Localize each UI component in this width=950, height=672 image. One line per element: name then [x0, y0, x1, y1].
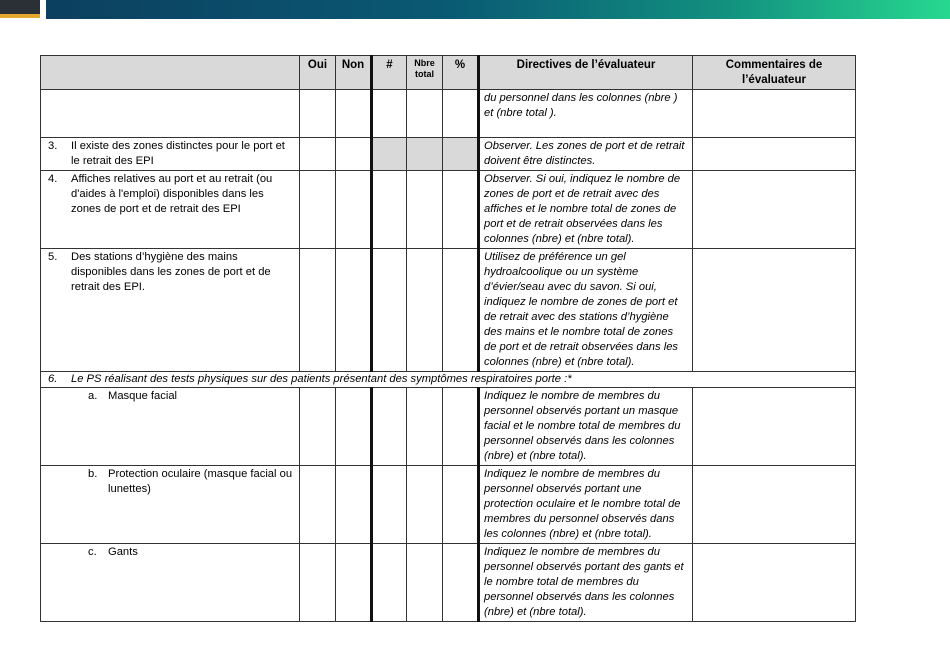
item-number: 3. — [48, 140, 58, 152]
directive-cell: du personnel dans les colonnes (nbre ) et (nbre total ). — [479, 90, 693, 138]
table-row — [41, 249, 856, 372]
percent-cell[interactable] — [443, 90, 479, 138]
directive-cell: Indiquez le nombre de membres du personnel observés portant un masque facial et le nombre total de membres du personnel observés dans les colonnes (nbre) et (nbre total). — [479, 388, 693, 466]
item-cell — [41, 171, 300, 249]
comment-cell[interactable] — [693, 90, 856, 138]
total-cell[interactable] — [407, 90, 443, 138]
evaluation-table — [40, 55, 856, 622]
oui-cell[interactable] — [300, 388, 336, 466]
header-oui: Oui — [300, 56, 336, 90]
header-directives: Directives de l’évaluateur — [479, 56, 693, 90]
item-text: Gants — [108, 546, 138, 558]
item-letter: a. — [88, 390, 98, 402]
table-row — [41, 138, 856, 171]
table-row — [41, 544, 856, 622]
percent-cell-shaded — [443, 138, 479, 171]
item-number: 4. — [48, 173, 58, 185]
item-text: Masque facial — [108, 390, 178, 402]
header-percent: % — [443, 56, 479, 90]
item-letter: c. — [88, 546, 97, 558]
directive-cell: Indiquez le nombre de membres du personnel observés portant des gants et le nombre total de membres du personnel observés dans les colonnes (nbre) et (nbre total). — [479, 544, 693, 622]
comment-cell[interactable] — [693, 466, 856, 544]
item-cell — [41, 466, 300, 544]
section-header-cell — [41, 372, 856, 388]
banner-gold-stripe — [0, 14, 40, 18]
item-text: Affiches relatives au port et au retrait (ou d'aides à l'emploi) disponibles dans les zones de port et de retrait des EPI — [71, 173, 273, 215]
item-cell — [41, 388, 300, 466]
total-cell-shaded — [407, 138, 443, 171]
directive-cell: Observer. Si oui, indiquez le nombre de zones de port et de retrait avec des affiches et le nombre total de zones de port et de retrait observées dans les colonnes (nbre) et (nbre total). — [479, 171, 693, 249]
comment-cell[interactable] — [693, 388, 856, 466]
oui-cell[interactable] — [300, 171, 336, 249]
percent-cell[interactable] — [443, 171, 479, 249]
count-cell[interactable] — [372, 544, 407, 622]
table-header-row — [41, 56, 856, 90]
non-cell[interactable] — [336, 388, 372, 466]
count-cell[interactable] — [372, 249, 407, 372]
count-cell[interactable] — [372, 466, 407, 544]
header-commentaires: Commentaires de l’évaluateur — [693, 56, 856, 90]
count-cell-shaded — [372, 138, 407, 171]
comment-cell[interactable] — [693, 171, 856, 249]
item-text: Protection oculaire (masque facial ou lunettes) — [108, 468, 293, 495]
oui-cell[interactable] — [300, 544, 336, 622]
item-number: 5. — [48, 251, 58, 263]
directive-cell: Observer. Les zones de port et de retrait doivent être distinctes. — [479, 138, 693, 171]
section-text: Le PS réalisant des tests physiques sur des patients présentant des symptômes respiratoires porte :* — [71, 373, 572, 385]
section-header-row — [41, 372, 856, 388]
non-cell[interactable] — [336, 90, 372, 138]
total-cell[interactable] — [407, 171, 443, 249]
count-cell[interactable] — [372, 90, 407, 138]
percent-cell[interactable] — [443, 249, 479, 372]
oui-cell[interactable] — [300, 138, 336, 171]
item-cell — [41, 544, 300, 622]
top-banner — [0, 0, 950, 20]
item-cell — [41, 249, 300, 372]
section-number: 6. — [48, 373, 58, 385]
item-letter: b. — [88, 468, 98, 480]
total-cell[interactable] — [407, 249, 443, 372]
non-cell[interactable] — [336, 544, 372, 622]
count-cell[interactable] — [372, 171, 407, 249]
header-non: Non — [336, 56, 372, 90]
item-cell — [41, 138, 300, 171]
non-cell[interactable] — [336, 138, 372, 171]
directive-cell: Indiquez le nombre de membres du personnel observés portant une protection oculaire et le nombre total de membres du personnel observés dans les colonnes (nbre) et (nbre total). — [479, 466, 693, 544]
directive-cell: Utilisez de préférence un gel hydroalcoolique ou un système d’évier/seau avec du savon. Si oui, indiquez le nombre de zones de port et de retrait avec des stations d’hygiène des mains et le nombre total de zones de port et de retrait observées dans les colonnes (nbre) et (nbre total). — [479, 249, 693, 372]
oui-cell[interactable] — [300, 466, 336, 544]
item-cell — [41, 90, 300, 138]
count-cell[interactable] — [372, 388, 407, 466]
item-text: Il existe des zones distinctes pour le port et le retrait des EPI — [71, 140, 285, 167]
oui-cell[interactable] — [300, 90, 336, 138]
oui-cell[interactable] — [300, 249, 336, 372]
total-cell[interactable] — [407, 544, 443, 622]
non-cell[interactable] — [336, 249, 372, 372]
table-row — [41, 90, 856, 138]
non-cell[interactable] — [336, 466, 372, 544]
table-row — [41, 388, 856, 466]
percent-cell[interactable] — [443, 466, 479, 544]
header-item-cell — [41, 56, 300, 90]
non-cell[interactable] — [336, 171, 372, 249]
header-nbre-total: Nbre total — [407, 56, 443, 90]
banner-gradient-bar — [46, 0, 950, 19]
percent-cell[interactable] — [443, 544, 479, 622]
comment-cell[interactable] — [693, 138, 856, 171]
table-row — [41, 171, 856, 249]
comment-cell[interactable] — [693, 544, 856, 622]
total-cell[interactable] — [407, 388, 443, 466]
header-count: # — [372, 56, 407, 90]
total-cell[interactable] — [407, 466, 443, 544]
percent-cell[interactable] — [443, 388, 479, 466]
comment-cell[interactable] — [693, 249, 856, 372]
item-text: Des stations d’hygiène des mains disponibles dans les zones de port et de retrait des EPI. — [71, 251, 271, 293]
table-row — [41, 466, 856, 544]
